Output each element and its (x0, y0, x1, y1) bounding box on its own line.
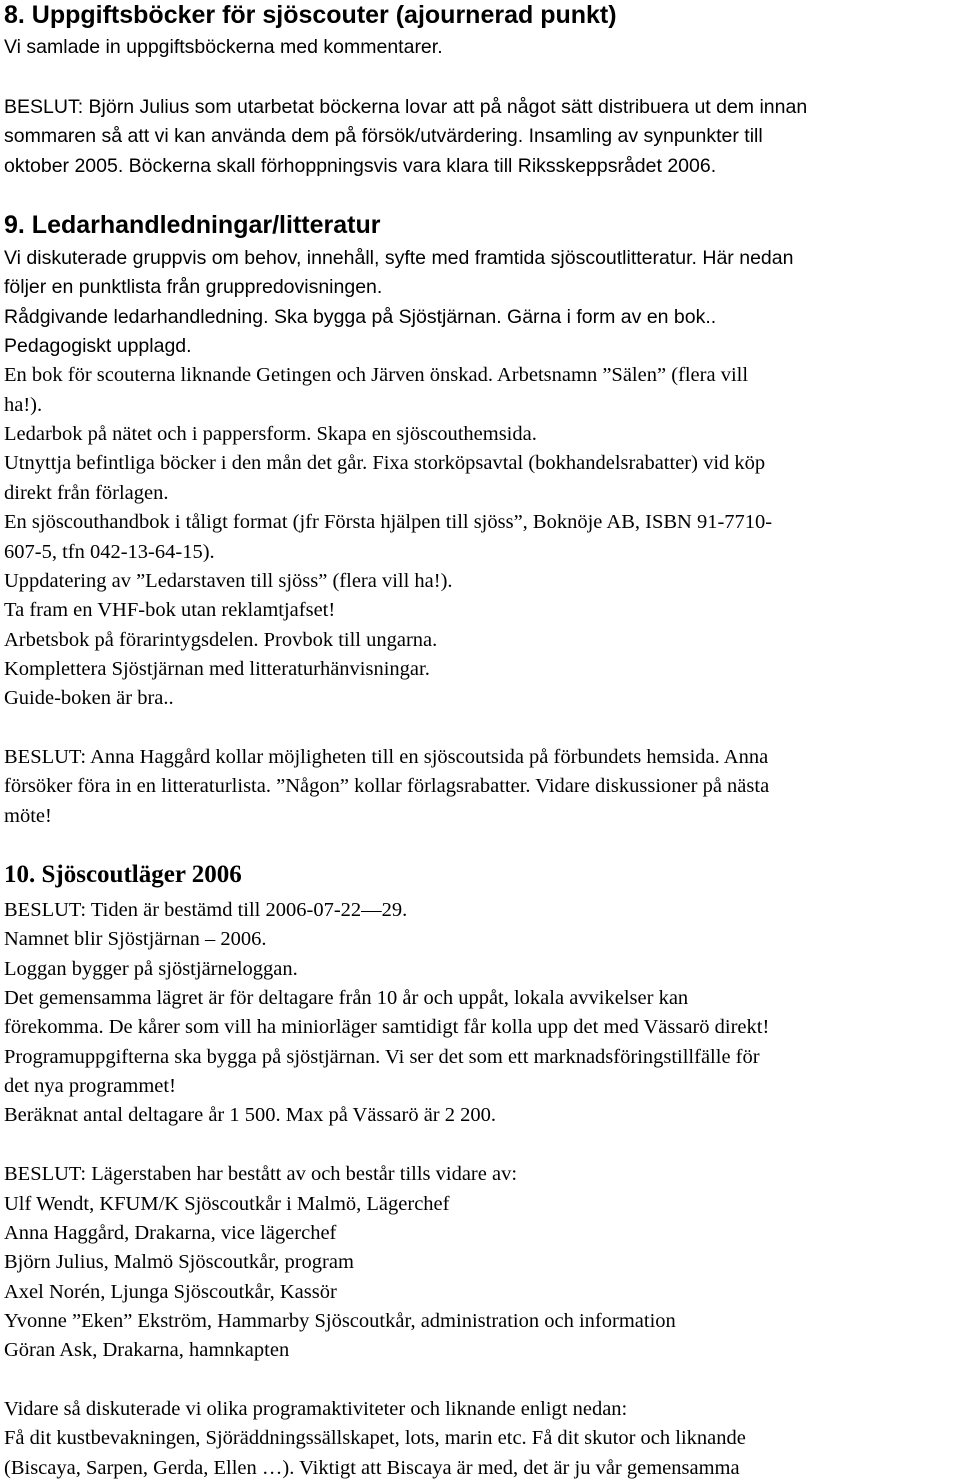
list-item: Komplettera Sjöstjärnan med litteraturhänvisningar. (4, 658, 430, 680)
paragraph-line: Vi diskuterade gruppvis om behov, innehåll, syfte med framtida sjöscoutlitteratur. Här nedan (4, 247, 794, 269)
list-item: Rådgivande ledarhandledning. Ska bygga på Sjöstjärnan. Gärna i form av en bok.. (4, 306, 717, 328)
paragraph-line: möte! (4, 805, 52, 827)
list-item: Ledarbok på nätet och i pappersform. Skapa en sjöscouthemsida. (4, 423, 537, 445)
paragraph-line: det nya programmet! (4, 1075, 176, 1097)
list-item: Arbetsbok på förarintygsdelen. Provbok till ungarna. (4, 629, 438, 651)
list-item: Ta fram en VHF-bok utan reklamtjafset! (4, 599, 336, 621)
list-item: Guide-boken är bra.. (4, 687, 174, 709)
paragraph-line: Programuppgifterna ska bygga på sjöstjärnan. Vi ser det som ett marknadsföringstillfälle för (4, 1046, 760, 1068)
list-item: Pedagogiskt upplagd. (4, 335, 192, 357)
staff-member: Ulf Wendt, KFUM/K Sjöscoutkår i Malmö, Lägerchef (4, 1193, 450, 1215)
staff-member: Göran Ask, Drakarna, hamnkapten (4, 1339, 290, 1361)
staff-member: Axel Norén, Ljunga Sjöscoutkår, Kassör (4, 1281, 337, 1303)
paragraph-line: BESLUT: Anna Haggård kollar möjligheten till en sjöscoutsida på förbundets hemsida. Anna (4, 746, 769, 768)
paragraph-line: förekomma. De kårer som vill ha miniorläger samtidigt får kolla upp det med Vässarö direkt! (4, 1016, 770, 1038)
staff-member: Yvonne ”Eken” Ekström, Hammarby Sjöscoutkår, administration och information (4, 1310, 676, 1332)
paragraph-line: sommaren så att vi kan använda dem på försök/utvärdering. Insamling av synpunkter till (4, 125, 763, 147)
section-9-heading: 9. Ledarhandledningar/litteratur (4, 211, 381, 239)
staff-member: Björn Julius, Malmö Sjöscoutkår, program (4, 1251, 354, 1273)
list-item: direkt från förlagen. (4, 482, 169, 504)
paragraph-line: försöker föra in en litteraturlista. ”Någon” kollar förlagsrabatter. Vidare diskussioner på nästa (4, 775, 770, 797)
list-item: ha!). (4, 394, 43, 416)
staff-member: Anna Haggård, Drakarna, vice lägerchef (4, 1222, 337, 1244)
list-item: En bok för scouterna liknande Getingen och Järven önskad. Arbetsnamn ”Sälen” (flera vill (4, 364, 749, 386)
paragraph-line: Vidare så diskuterade vi olika programaktiviteter och liknande enligt nedan: (4, 1398, 628, 1420)
paragraph-line: BESLUT: Björn Julius som utarbetat böckerna lovar att på något sätt distribuera ut dem innan (4, 96, 808, 118)
paragraph-line: Beräknat antal deltagare år 1 500. Max på Vässarö är 2 200. (4, 1104, 497, 1126)
list-item: Utnyttja befintliga böcker i den mån det går. Fixa storköpsavtal (bokhandelsrabatter) vid köp (4, 452, 766, 474)
paragraph-line: Få dit kustbevakningen, Sjöräddningssällskapet, lots, marin etc. Få dit skutor och liknande (4, 1427, 746, 1449)
section-8-heading: 8. Uppgiftsböcker för sjöscouter (ajournerad punkt) (4, 1, 617, 29)
list-item: Uppdatering av ”Ledarstaven till sjöss” (flera vill ha!). (4, 570, 453, 592)
paragraph-line: (Biscaya, Sarpen, Gerda, Ellen …). Viktigt att Biscaya är med, det är ju vår gemensamma (4, 1457, 740, 1479)
section-10-heading: 10. Sjöscoutläger 2006 (4, 861, 242, 888)
list-item: En sjöscouthandbok i tåligt format (jfr Första hjälpen till sjöss”, Boknöje AB, ISBN 91-7710- (4, 511, 773, 533)
paragraph-line: BESLUT: Lägerstaben har bestått av och består tills vidare av: (4, 1163, 518, 1185)
paragraph-line: följer en punktlista från gruppredovisningen. (4, 276, 383, 298)
paragraph-line: BESLUT: Tiden är bestämd till 2006-07-22—29. (4, 899, 408, 921)
paragraph-line: Vi samlade in uppgiftsböckerna med kommentarer. (4, 36, 443, 58)
paragraph-line: Det gemensamma lägret är för deltagare från 10 år och uppåt, lokala avvikelser kan (4, 987, 689, 1009)
paragraph-line: Loggan bygger på sjöstjärneloggan. (4, 958, 298, 980)
paragraph-line: Namnet blir Sjöstjärnan – 2006. (4, 928, 267, 950)
list-item: 607-5, tfn 042-13-64-15). (4, 541, 215, 563)
paragraph-line: oktober 2005. Böckerna skall förhoppningsvis vara klara till Riksskeppsrådet 2006. (4, 155, 717, 177)
